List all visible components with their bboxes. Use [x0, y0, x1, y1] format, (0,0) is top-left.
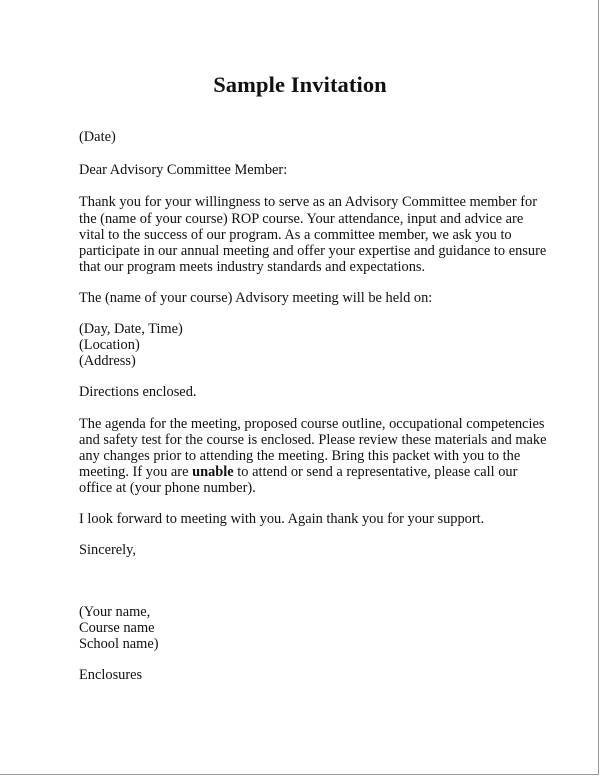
paragraph-line: office at (your phone number). [79, 480, 256, 496]
signoff: Sincerely, [79, 542, 137, 558]
paragraph-line: that our program meets industry standards and expectations. [79, 259, 426, 275]
signature-line: Course name [79, 620, 155, 636]
paragraph-text: to attend or send a representative, please call our [233, 464, 518, 480]
enclosures-note: Enclosures [79, 667, 143, 683]
paragraph-line: vital to the success of our program. As a committee member, we ask you to [79, 227, 512, 243]
paragraph-line: and safety test for the course is enclosed. Please review these materials and make [79, 432, 547, 448]
paragraph-line: Thank you for your willingness to serve as an Advisory Committee member for [79, 194, 538, 210]
salutation: Dear Advisory Committee Member: [79, 162, 288, 178]
paragraph-line: The agenda for the meeting, proposed course outline, occupational competencies [79, 416, 545, 432]
meeting-intro: The (name of your course) Advisory meeting will be held on: [79, 290, 433, 306]
letter-title: Sample Invitation [213, 72, 387, 97]
paragraph-line: participate in our annual meeting and offer your expertise and guidance to ensure [79, 243, 547, 259]
paragraph-line: the (name of your course) ROP course. Your attendance, input and advice are [79, 211, 524, 227]
closing-remark: I look forward to meeting with you. Again thank you for your support. [79, 511, 485, 527]
meeting-detail-line: (Location) [79, 337, 140, 353]
signature-line: (Your name, [79, 604, 151, 620]
paragraph-line [79, 464, 517, 480]
paragraph-text: meeting. If you are [79, 464, 193, 480]
emphasis-unable: unable [192, 464, 234, 480]
meeting-detail-line: (Day, Date, Time) [79, 321, 183, 337]
date-line: (Date) [79, 129, 116, 145]
paragraph-line: any changes prior to attending the meeting. Bring this packet with you to the [79, 448, 521, 464]
signature-line: School name) [79, 636, 159, 652]
directions-line: Directions enclosed. [79, 384, 197, 400]
meeting-detail-line: (Address) [79, 353, 136, 369]
